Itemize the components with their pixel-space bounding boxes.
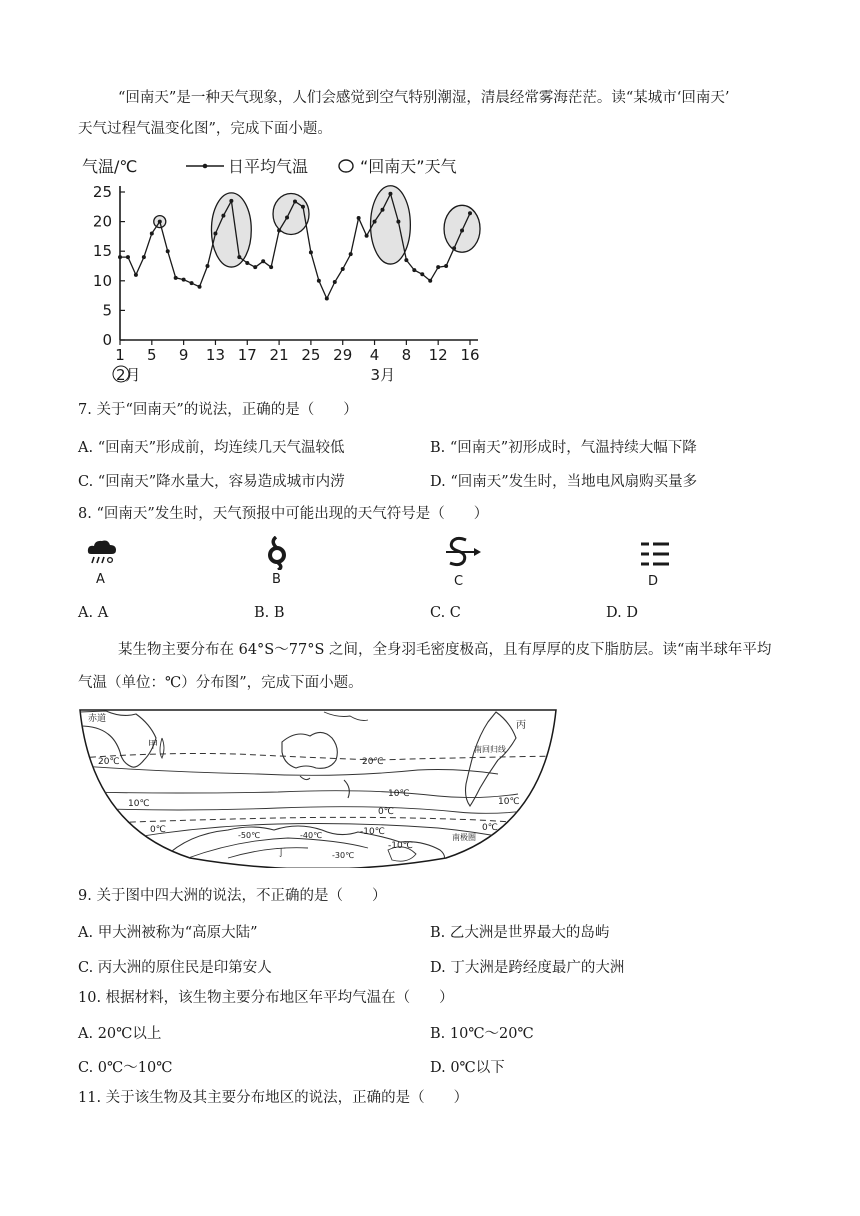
intro2-line-2: 气温（单位：℃）分布图”，完成下面小题。 (78, 675, 363, 691)
temperature-point (468, 211, 472, 215)
isotherm-label: -30℃ (332, 851, 355, 860)
isotherm-label: 0℃ (150, 825, 166, 835)
temperature-point (444, 264, 448, 268)
intro-line-2: 天气过程气温变化图”，完成下面小题。 (78, 121, 332, 137)
legend-series-label: 日平均气温 (228, 157, 309, 176)
fog-icon (638, 540, 672, 570)
temperature-point (269, 265, 273, 269)
temperature-point (213, 231, 217, 235)
isotherm-label: 20℃ (98, 757, 120, 767)
temperature-point (277, 228, 281, 232)
q9-option-a[interactable]: A. 甲大洲被称为“高原大陆” (78, 925, 258, 941)
x-tick-label: 5 (147, 346, 157, 364)
q8-option-b[interactable]: B. B (254, 605, 285, 621)
symbol-label-a: A (96, 572, 105, 587)
q10-option-a[interactable]: A. 20℃以上 (78, 1026, 162, 1042)
q11-stem: 11. 关于该生物及其主要分布地区的说法，正确的是（ ） (78, 1090, 469, 1106)
y-tick-label: 10 (92, 271, 112, 290)
temperature-point (182, 278, 186, 282)
x-tick-label: 4 (369, 346, 380, 364)
map-label-equator: 赤道 (88, 714, 107, 724)
y-axis-title: 气温/℃ (82, 157, 138, 176)
temperature-point (381, 208, 385, 212)
q9-stem: 9. 关于图中四大洲的说法，不正确的是（ ） (78, 888, 387, 904)
temperature-point (237, 255, 241, 259)
x-tick-label: 25 (301, 346, 321, 364)
southern-hemisphere-temperature-map (78, 708, 558, 868)
temperature-point (428, 279, 432, 283)
temperature-point (460, 228, 464, 232)
x-tick-label: 1 (115, 346, 125, 364)
isotherm-label: 10℃ (498, 797, 520, 807)
legend-marker-label: “回南天”天气 (360, 157, 457, 176)
x-tick-label: 9 (178, 346, 189, 364)
q10-stem: 10. 根据材料，该生物主要分布地区年平均气温在（ ） (78, 990, 454, 1006)
intro-line-1: “回南天”是一种天气现象，人们会感觉到空气特别潮湿，清晨经常雾海茫茫。读“某城市‘回南天’ (118, 90, 730, 106)
temperature-point (253, 265, 257, 269)
temperature-point (365, 234, 369, 238)
x-tick-label: 13 (205, 346, 226, 364)
temperature-point (174, 276, 178, 280)
q10-option-c[interactable]: C. 0℃～10℃ (78, 1060, 173, 1076)
isotherm-label: -10℃ (388, 841, 413, 851)
temperature-point (198, 285, 202, 289)
temperature-point (229, 199, 233, 203)
temperature-point (118, 255, 122, 259)
temperature-point (301, 205, 305, 209)
temperature-point (166, 249, 170, 253)
q8-option-a[interactable]: A. A (78, 605, 109, 621)
temperature-point (388, 192, 392, 196)
x-tick-label: 8 (401, 346, 412, 364)
map-label-antarctic-circle: 南极圈 (452, 833, 476, 842)
isotherm-label: 10℃ (388, 789, 410, 799)
temperature-point (349, 252, 353, 256)
q9-option-d[interactable]: D. 丁大洲是跨经度最广的大洲 (430, 960, 625, 976)
temperature-point (309, 250, 313, 254)
temperature-point (142, 255, 146, 259)
y-tick-label: 20 (92, 212, 112, 231)
legend-circle-sample (339, 160, 353, 172)
q10-option-b[interactable]: B. 10℃～20℃ (430, 1026, 534, 1042)
x-tick-label: 12 (428, 346, 448, 364)
symbol-label-d: D (648, 574, 659, 589)
typhoon-icon (262, 536, 292, 570)
month-label: 3月 (370, 366, 396, 384)
symbol-label-b: B (272, 572, 281, 587)
y-tick-label: 5 (102, 301, 112, 320)
y-tick-label: 0 (102, 331, 112, 349)
temperature-point (221, 214, 225, 218)
q9-option-b[interactable]: B. 乙大洲是世界最大的岛屿 (430, 925, 610, 941)
temperature-point (357, 216, 361, 220)
map-label-ding: 丁 (276, 848, 286, 859)
q9-option-c[interactable]: C. 丙大洲的原住民是印第安人 (78, 960, 272, 976)
temperature-point (325, 297, 329, 301)
temperature-point (190, 281, 194, 285)
temperature-point (150, 231, 154, 235)
isotherm-label: -40℃ (300, 831, 323, 840)
sandstorm-icon (442, 536, 484, 570)
map-label-tropic: 南回归线 (474, 745, 506, 754)
map-label-bing: 丙 (516, 720, 526, 731)
q7-option-a[interactable]: A. “回南天”形成前，均连续几天气温较低 (78, 440, 345, 456)
isotherm-label: -10℃ (360, 827, 385, 837)
y-tick-label: 15 (92, 242, 112, 261)
isotherm-label: 0℃ (378, 807, 394, 817)
temperature-point (333, 280, 337, 284)
q8-option-c[interactable]: C. C (430, 605, 461, 621)
q7-option-d[interactable]: D. “回南天”发生时，当地电风扇购买量多 (430, 474, 698, 490)
isotherm-label: 0℃ (482, 823, 498, 833)
temperature-point (373, 220, 377, 224)
temperature-point (206, 264, 210, 268)
temperature-point (404, 258, 408, 262)
x-tick-label: 29 (333, 346, 353, 364)
x-tick-label: 21 (269, 346, 289, 364)
y-tick-label: 25 (92, 183, 112, 201)
x-tick-label: 17 (237, 346, 257, 364)
isotherm-label: -50℃ (238, 831, 261, 840)
q7-option-b[interactable]: B. “回南天”初形成时，气温持续大幅下降 (430, 440, 697, 456)
legend-point-sample (203, 164, 208, 169)
temperature-point (341, 267, 345, 271)
temperature-point (285, 215, 289, 219)
rain-hail-icon (85, 536, 121, 568)
temperature-point (293, 199, 297, 203)
q10-option-d[interactable]: D. 0℃以下 (430, 1060, 505, 1076)
isotherm-label: 20℃ (362, 757, 384, 767)
month-label: 2月 (116, 366, 141, 384)
temperature-point (436, 265, 440, 269)
x-tick-label: 16 (460, 346, 480, 364)
intro2-line-1: 某生物主要分布在 64°S～77°S 之间，全身羽毛密度极高，且有厚厚的皮下脂肪层。读“南半球年平均 (118, 642, 772, 658)
temperature-point (420, 272, 424, 276)
temperature-point (245, 261, 249, 265)
temperature-point (158, 220, 162, 224)
q8-option-d[interactable]: D. D (606, 605, 638, 621)
temperature-point (126, 255, 130, 259)
isotherm-label: 10℃ (128, 799, 150, 809)
map-label-jia: 甲 (148, 740, 158, 751)
temperature-chart (78, 150, 498, 390)
q7-stem: 7. 关于“回南天”的说法，正确的是（ ） (78, 402, 358, 418)
symbol-label-c: C (454, 574, 464, 589)
temperature-point (134, 273, 138, 277)
temperature-point (317, 279, 321, 283)
temperature-point (452, 246, 456, 250)
temperature-point (412, 268, 416, 272)
temperature-point (396, 220, 400, 224)
q8-stem: 8. “回南天”发生时，天气预报中可能出现的天气符号是（ ） (78, 506, 489, 522)
temperature-point (261, 259, 265, 263)
q7-option-c[interactable]: C. “回南天”降水量大，容易造成城市内涝 (78, 474, 345, 490)
